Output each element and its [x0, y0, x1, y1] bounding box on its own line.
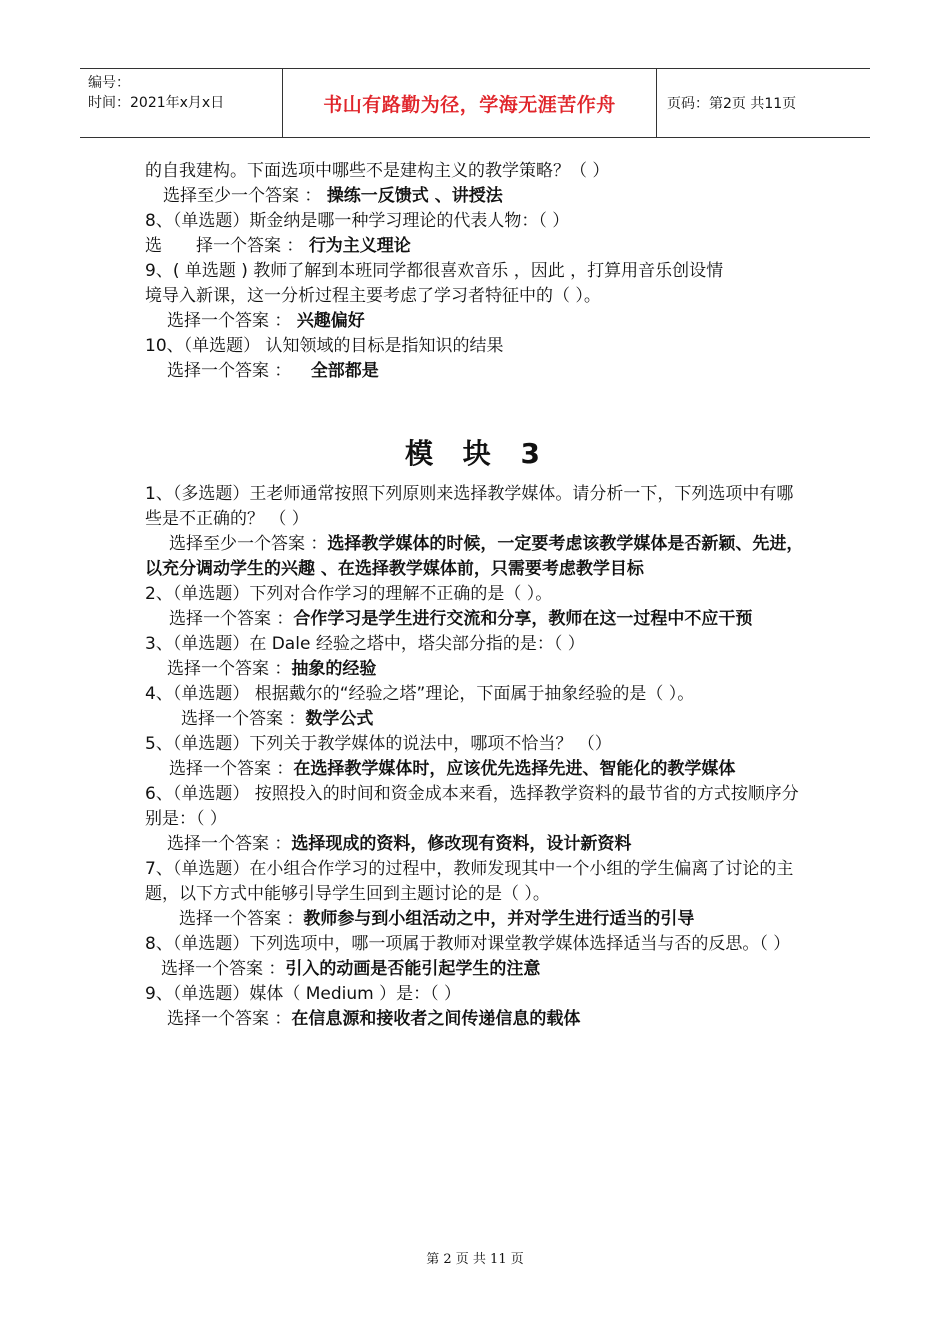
question-item: [145, 932, 810, 982]
answer-label: 选择一个答案 ：: [161, 959, 286, 979]
question-text: 10、（单选题） 认知领域的目标是指知识的结果: [145, 336, 504, 356]
answer-line: [145, 657, 810, 682]
answer-text: 在信息源和接收者之间传递信息的载体: [291, 1009, 581, 1029]
answer-line: [145, 359, 810, 384]
answer-line: [145, 757, 810, 782]
question-text: 2、（单选题）下列对合作学习的理解不正确的是（ ）。: [145, 584, 553, 604]
question-text: 4、（单选题） 根据戴尔的“经验之塔”理论，下面属于抽象经验的是（ ）。: [145, 684, 695, 704]
answer-label: 选 择一个答案 ：: [145, 236, 304, 256]
continued-question-text: 的自我建构。下面选项中哪些不是建构主义的教学策略？（ ）: [145, 161, 610, 181]
answer-text: 在选择教学媒体时，应该优先选择先进、智能化的教学媒体: [293, 759, 736, 779]
answer-line: [145, 957, 810, 982]
question-item: [145, 682, 810, 732]
answer-text: 兴趣偏好: [296, 311, 365, 331]
answer-label: 选择至少一个答案 ：: [169, 534, 328, 554]
question-text: 境导入新课，这一分析过程主要考虑了学习者特征中的（ ）。: [145, 286, 601, 306]
answer-line: [145, 532, 810, 582]
answer-label: 选择一个答案 ：: [167, 834, 292, 854]
answer-label: 选择至少一个答案 ：: [163, 186, 322, 206]
answer-text: 操练一反馈式 、讲授法: [326, 186, 503, 206]
answer-text: 教师参与到小组活动之中，并对学生进行适当的引导: [303, 909, 695, 929]
answer-line: [145, 309, 810, 334]
answer-line: [145, 184, 810, 209]
header-motto: 书山有路勤为径，学海无涯苦作舟: [283, 69, 657, 137]
answer-text: 行为主义理论: [308, 236, 411, 256]
answer-text: 引入的动画是否能引起学生的注意: [285, 959, 541, 979]
answer-text: 选择教学媒体的时候，一定要考虑该教学媒体是否新颖、先进，以充分调动学生的兴趣 、在选择教学媒体前，只需要考虑教学目标: [145, 534, 804, 579]
answer-label: 选择一个答案 ：: [169, 759, 294, 779]
question-item: [145, 732, 810, 782]
answer-text: 抽象的经验: [291, 659, 377, 679]
answer-line: [145, 832, 810, 857]
number-label: 编号：: [88, 75, 130, 91]
answer-text: 全部都是: [310, 361, 379, 381]
answer-label: 选择一个答案 ：: [167, 659, 292, 679]
answer-label: 选择一个答案 ：: [169, 609, 294, 629]
question-text: 8、（单选题）下列选项中，哪一项属于教师对课堂教学媒体选择适当与否的反思。（ ）: [145, 934, 791, 954]
page-footer: 第 2 页 共 11 页: [426, 1252, 524, 1267]
answer-line: [145, 607, 810, 632]
header-meta: [80, 69, 283, 137]
document-body: [145, 159, 810, 1032]
question-list: [145, 482, 810, 1032]
question-item: [145, 582, 810, 632]
answer-label: 选择一个答案 ：: [167, 1009, 292, 1029]
page-header: [80, 68, 870, 138]
answer-line: [145, 907, 810, 932]
question-text: 7、（单选题）在小组合作学习的过程中，教师发现其中一个小组的学生偏离了讨论的主题，以下方式中能够引导学生回到主题讨论的是（ ）。: [145, 859, 794, 904]
question-text: 9、( 单选题 ) 教师了解到本班同学都很喜欢音乐 ，因此 ，打算用音乐创设情: [145, 261, 724, 281]
question-text: 5、（单选题）下列关于教学媒体的说法中，哪项不恰当？ （）: [145, 734, 612, 754]
answer-label: 选择一个答案 ：: [167, 311, 292, 331]
question-item: [145, 482, 810, 582]
answer-line: [145, 1007, 810, 1032]
time-label: 时间：2021年x月x日: [88, 95, 225, 111]
question-item: [145, 857, 810, 932]
header-page-info: 页码：第2页 共11页: [667, 96, 797, 112]
answer-label: 选择一个答案 ：: [179, 909, 304, 929]
question-text: 6、（单选题） 按照投入的时间和资金成本来看，选择教学资料的最节省的方式按顺序分别是：（ ）: [145, 784, 799, 829]
answer-text: 选择现成的资料，修改现有资料，设计新资料: [291, 834, 632, 854]
question-text: 3、（单选题）在 Dale 经验之塔中，塔尖部分指的是：（ ）: [145, 634, 585, 654]
question-text: 9、（单选题）媒体（ Medium ）是：（ ）: [145, 984, 462, 1004]
answer-line: [145, 707, 810, 732]
question-item: [145, 982, 810, 1032]
question-text: 8、（单选题）斯金纳是哪一种学习理论的代表人物：（ ）: [145, 211, 570, 231]
answer-line: [145, 234, 810, 259]
answer-label: 选择一个答案 ：: [167, 361, 292, 381]
question-item: [145, 782, 810, 857]
answer-text: 数学公式: [305, 709, 374, 729]
question-text: 1、（多选题）王老师通常按照下列原则来选择教学媒体。请分析一下，下列选项中有哪些是不正确的？ （ ）: [145, 484, 794, 529]
section-title: 模 块 3: [405, 437, 550, 470]
answer-label: 选择一个答案 ：: [181, 709, 306, 729]
question-item: [145, 632, 810, 682]
answer-text: 合作学习是学生进行交流和分享，教师在这一过程中不应干预: [293, 609, 753, 629]
